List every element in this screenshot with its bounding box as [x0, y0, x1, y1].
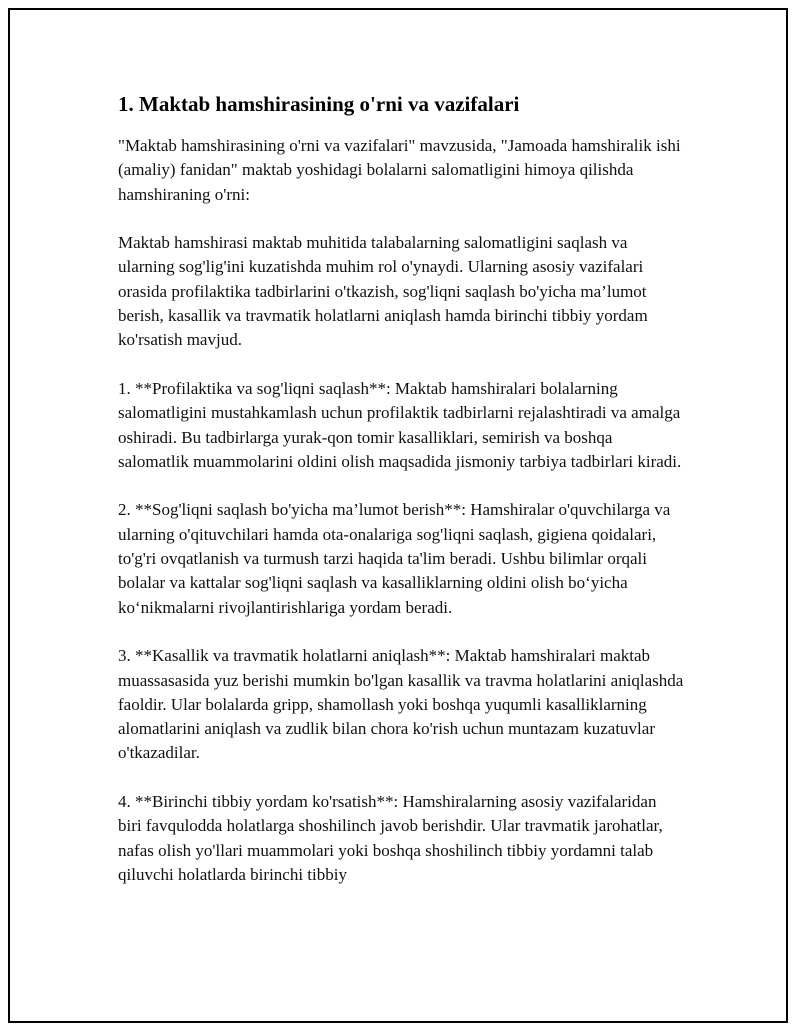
- first-aid-paragraph: 4. **Birinchi tibbiy yordam ko'rsatish**: Hamshiralarning asosiy vazifalaridan biri favqulodda holatlarga shoshilinch javob berishdir. Ular travmatik jarohatlar, nafas olish yo'llari muammolari yoki boshqa shoshilinch tibbiy yordamni talab qiluvchi holatlarda birinchi tibbiy: [118, 792, 663, 884]
- prevention-paragraph: 1. **Profilaktika va sog'liqni saqlash**: Maktab hamshiralari bolalarning salomatligini mustahkamlash uchun profilaktik tadbirlarni rejalashtiradi va amalga oshiradi. Bu tadbirlarga yurak-qon tomir kasalliklari, semirish va boshqa salomatlik muammolarini oldini olish maqsadida jismoniy tarbiya tadbirlari kiradi.: [118, 378, 682, 471]
- document-heading: 1. Maktab hamshirasining o'rni va vazifalari: [118, 92, 520, 116]
- illness-detection-paragraph: 3. **Kasallik va travmatik holatlarni aniqlash**: Maktab hamshiralari maktab muassasasida yuz berishi mumkin bo'lgan kasallik va travma holatlarini aniqlashda faoldir. Ular bolalarda gripp, shamollash yoki boshqa yuqumli kasalliklarning alomatlarini aniqlash va zudlik bilan chora ko'rish uchun muntazam kuzatuvlar o'tkazadilar.: [118, 646, 684, 763]
- overview-paragraph: Maktab hamshirasi maktab muhitida talabalarning salomatligini saqlash va ularning sog'lig'ini kuzatishda muhim rol o'ynaydi. Ularning asosiy vazifalari orasida profilaktika tadbirlarini o'tkazish, sog'liqni saqlash bo'yicha ma’lumot berish, kasallik va travmatik holatlarni aniqlash hamda birinchi tibbiy yordam ko'rsatish mavjud.: [118, 233, 648, 350]
- health-info-paragraph: 2. **Sog'liqni saqlash bo'yicha ma’lumot berish**: Hamshiralar o'quvchilarga va ularning o'qituvchilari hamda ota-onalariga sog'liqni saqlash, gigiena qoidalari, to'g'ri ovqatlanish va turmush tarzi haqida ta'lim beradi. Ushbu bilimlar orqali bolalar va kattalar sog'liqni saqlash va kasalliklarning oldini olish bo‘yicha ko‘nikmalarni rivojlantirishlariga yordam beradi.: [118, 500, 671, 617]
- document-body: [118, 90, 684, 912]
- intro-paragraph: "Maktab hamshirasining o'rni va vazifalari" mavzusida, "Jamoada hamshiralik ishi (amaliy) fanidan" maktab yoshidagi bolalarni salomatligini himoya qilishda hamshiraning o'rni:: [118, 136, 681, 204]
